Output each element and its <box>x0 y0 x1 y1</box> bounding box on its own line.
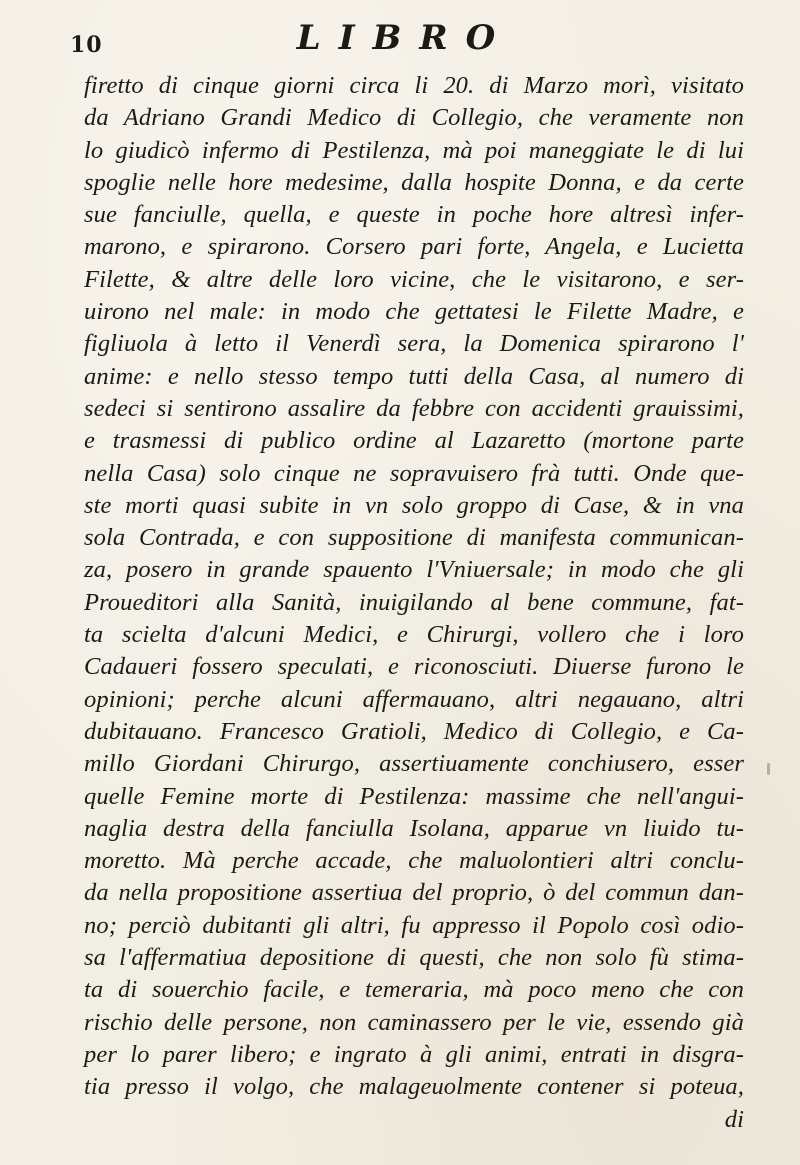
page-header <box>0 14 800 64</box>
text-line: da nella propositione assertiua del proprio, ò del commun dan- <box>84 879 744 907</box>
text-line: figliuola à letto il Venerdì sera, la Domenica spirarono l' <box>84 330 744 358</box>
text-line: sa l'affermatiua depositione di questi, che non solo fù stima- <box>84 944 744 972</box>
text-line: sue fanciulle, quella, e queste in poche hore altresì infer- <box>84 201 744 229</box>
catchword: di <box>724 1105 744 1133</box>
text-line: rischio delle persone, non caminassero per le vie, essendo già <box>84 1008 744 1036</box>
text-line: tia presso il volgo, che malageuolmente contener si poteua, <box>84 1073 744 1101</box>
text-line: Cadaueri fossero speculati, e riconosciuti. Diuerse furono le <box>84 653 744 681</box>
text-line: lo giudicò infermo di Pestilenza, mà poi maneggiate le di lui <box>84 136 744 164</box>
text-line: quelle Femine morte di Pestilenza: massime che nell'angui- <box>84 782 744 810</box>
text-line: sedeci si sentirono assalire da febbre con accidenti grauissimi, <box>84 394 744 422</box>
text-line: Filette, & altre delle loro vicine, che le visitarono, e ser- <box>84 265 744 293</box>
text-line: no; perciò dubitanti gli altri, fu appresso il Popolo così odio- <box>84 911 744 939</box>
running-head: LIBRO <box>296 18 514 58</box>
text-line: dubitauano. Francesco Gratioli, Medico di Collegio, e Ca- <box>84 717 744 745</box>
text-line: spoglie nelle hore medesime, dalla hospite Donna, e da certe <box>84 168 744 196</box>
body-text <box>84 70 744 1136</box>
text-line: da Adriano Grandi Medico di Collegio, che veramente non <box>84 104 744 132</box>
text-line: moretto. Mà perche accade, che maluolontieri altri conclu- <box>84 847 744 875</box>
page-number: 10 <box>70 32 103 58</box>
text-line: naglia destra della fanciulla Isolana, apparue vn liuido tu- <box>84 814 744 842</box>
ink-mark <box>767 763 770 775</box>
text-line: per lo parer libero; e ingrato à gli animi, entrati in disgra- <box>84 1040 744 1068</box>
text-line: ta di souerchio facile, e temeraria, mà poco meno che con <box>84 976 744 1004</box>
text-line: anime: e nello stesso tempo tutti della Casa, al numero di <box>84 362 744 390</box>
text-line: e trasmessi di publico ordine al Lazaretto (mortone parte <box>84 427 744 455</box>
text-line: Proueditori alla Sanità, inuigilando al bene commune, fat- <box>84 588 744 616</box>
text-line: opinioni; perche alcuni affermauano, altri negauano, altri <box>84 685 744 713</box>
text-line: sola Contrada, e con suppositione di manifesta communican- <box>84 524 744 552</box>
text-line: uirono nel male: in modo che gettatesi le Filette Madre, e <box>84 298 744 326</box>
text-line: marono, e spirarono. Corsero pari forte, Angela, e Lucietta <box>84 233 744 261</box>
text-line: ta scielta d'alcuni Medici, e Chirurgi, vollero che i loro <box>84 621 744 649</box>
text-line: firetto di cinque giorni circa li 20. di Marzo morì, visitato <box>84 72 744 99</box>
text-line: nella Casa) solo cinque ne sopravuisero frà tutti. Onde que- <box>84 459 744 487</box>
text-line: ste morti quasi subite in vn solo groppo di Case, & in vna <box>84 491 744 519</box>
text-line: za, posero in grande spauento l'Vniuersale; in modo che gli <box>84 556 744 584</box>
text-line: millo Giordani Chirurgo, assertiuamente conchiusero, esser <box>84 750 744 778</box>
